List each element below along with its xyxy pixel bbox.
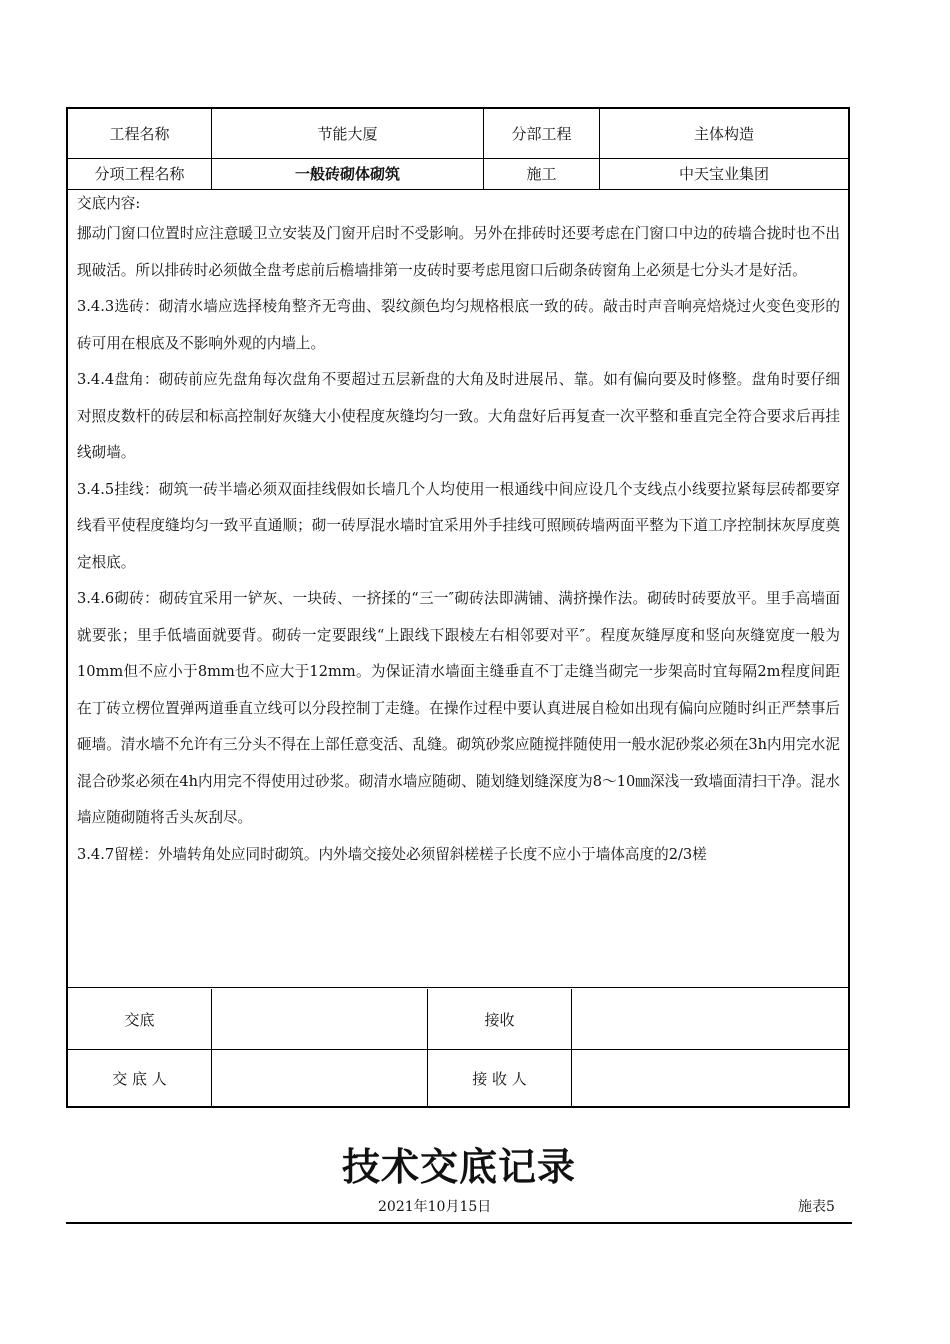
record-table xyxy=(66,107,850,1108)
signoff-row-2 xyxy=(68,1050,848,1106)
subitem-name-value: 一般砖砌体砌筑 xyxy=(294,165,400,183)
division-value: 主体构造 xyxy=(693,125,754,143)
record-date: 2021年10月15日 xyxy=(378,1199,492,1215)
disclosure-label: 交底 xyxy=(124,1010,155,1029)
division-label: 分部工程 xyxy=(511,125,572,143)
discloser-value xyxy=(212,1050,427,1106)
content-paragraph-5: 3.4.6砌砖：砌砖宜采用一铲灰、一块砖、一挤揉的“三一″砌砖法即满铺、满挤操作法。砌砖时砖要放平。里手高墙面就要张；里手低墙面就要背。砌砖一定要跟线“上跟线下跟棱左右相邻要对平″。程度灰缝厚度和竖向灰缝宽度一般为10mm但不应小于8mm也不应大于12mm。为保证清水墙面主缝垂直不丁走缝当砌完一步架高时宜每隔2m程度间距在丁砖立楞位置弹两道垂直立线可以分段控制丁走缝。在操作过程中要认真进展自检如出现有偏向应随时纠正严禁事后砸墙。清水墙不允许有三分头不得在上部任意变活、乱缝。砌筑砂浆应随搅拌随使用一般水泥砂浆必须在3h内用完水泥混合砂浆必须在4h内用完不得使用过砂浆。砌清水墙应随砌、随划缝划缝深度为8～10㎜深浅一致墙面清扫干净。混水墙应随砌随将舌头灰刮尽。 xyxy=(77,590,840,826)
disclosure-value xyxy=(212,989,427,1049)
content-label: 交底内容: xyxy=(77,195,141,212)
disclosure-content xyxy=(68,189,848,988)
content-paragraph-6: 3.4.7留槎：外墙转角处应同时砌筑。内外墙交接处必须留斜槎槎子长度不应小于墙体高度的2/3槎 xyxy=(77,845,707,863)
header-row-1 xyxy=(68,109,848,159)
construction-label: 施工 xyxy=(526,165,557,183)
content-paragraph-2: 3.4.3选砖：砌清水墙应选择棱角整齐无弯曲、裂纹颜色均匀规格根底一致的砖。敲击时声音响亮焙烧过火变色变形的砖可用在根底及不影响外观的内墙上。 xyxy=(77,298,840,352)
content-paragraph-4: 3.4.5挂线：砌筑一砖半墙必须双面挂线假如长墙几个人均使用一根通线中间应设几个支线点小线要拉紧每层砖都要穿线看平使程度缝均匀一致平直通顺；砌一砖厚混水墙时宜采用外手挂线可照顾砖墙两面平整为下道工序控制抹灰厚度奠定根底。 xyxy=(77,480,840,571)
discloser-label: 交 底 人 xyxy=(112,1069,167,1088)
receiver-label: 接 收 人 xyxy=(472,1069,527,1088)
receipt-label: 接收 xyxy=(484,1010,515,1029)
receipt-value xyxy=(572,989,848,1049)
construction-value: 中天宝业集团 xyxy=(678,165,769,183)
project-name-label: 工程名称 xyxy=(109,125,170,143)
receiver-value xyxy=(572,1050,848,1106)
content-paragraph-1: 挪动门窗口位置时应注意暖卫立安装及门窗开启时不受影响。另外在排砖时还要考虑在门窗口中边的砖墙合拢时也不出现破活。所以排砖时必须做全盘考虑前后檐墙排第一皮砖时要考虑甩窗口后砌条砖窗角上必须是七分头才是好活。 xyxy=(77,225,840,279)
bottom-rule xyxy=(66,1222,852,1224)
form-number: 施表5 xyxy=(798,1199,835,1215)
project-name-value: 节能大厦 xyxy=(317,125,378,143)
header-row-2 xyxy=(68,158,848,190)
content-paragraph-3: 3.4.4盘角：砌砖前应先盘角每次盘角不要超过五层新盘的大角及时进展吊、靠。如有偏向要及时修整。盘角时要仔细对照皮数杆的砖层和标高控制好灰缝大小使程度灰缝均匀一致。大角盘好后再复查一次平整和垂直完全符合要求后再挂线砌墙。 xyxy=(77,371,840,461)
subitem-name-label: 分项工程名称 xyxy=(94,165,185,183)
signoff-row-1 xyxy=(68,989,848,1050)
document-title: 技术交底记录 xyxy=(341,1145,576,1189)
